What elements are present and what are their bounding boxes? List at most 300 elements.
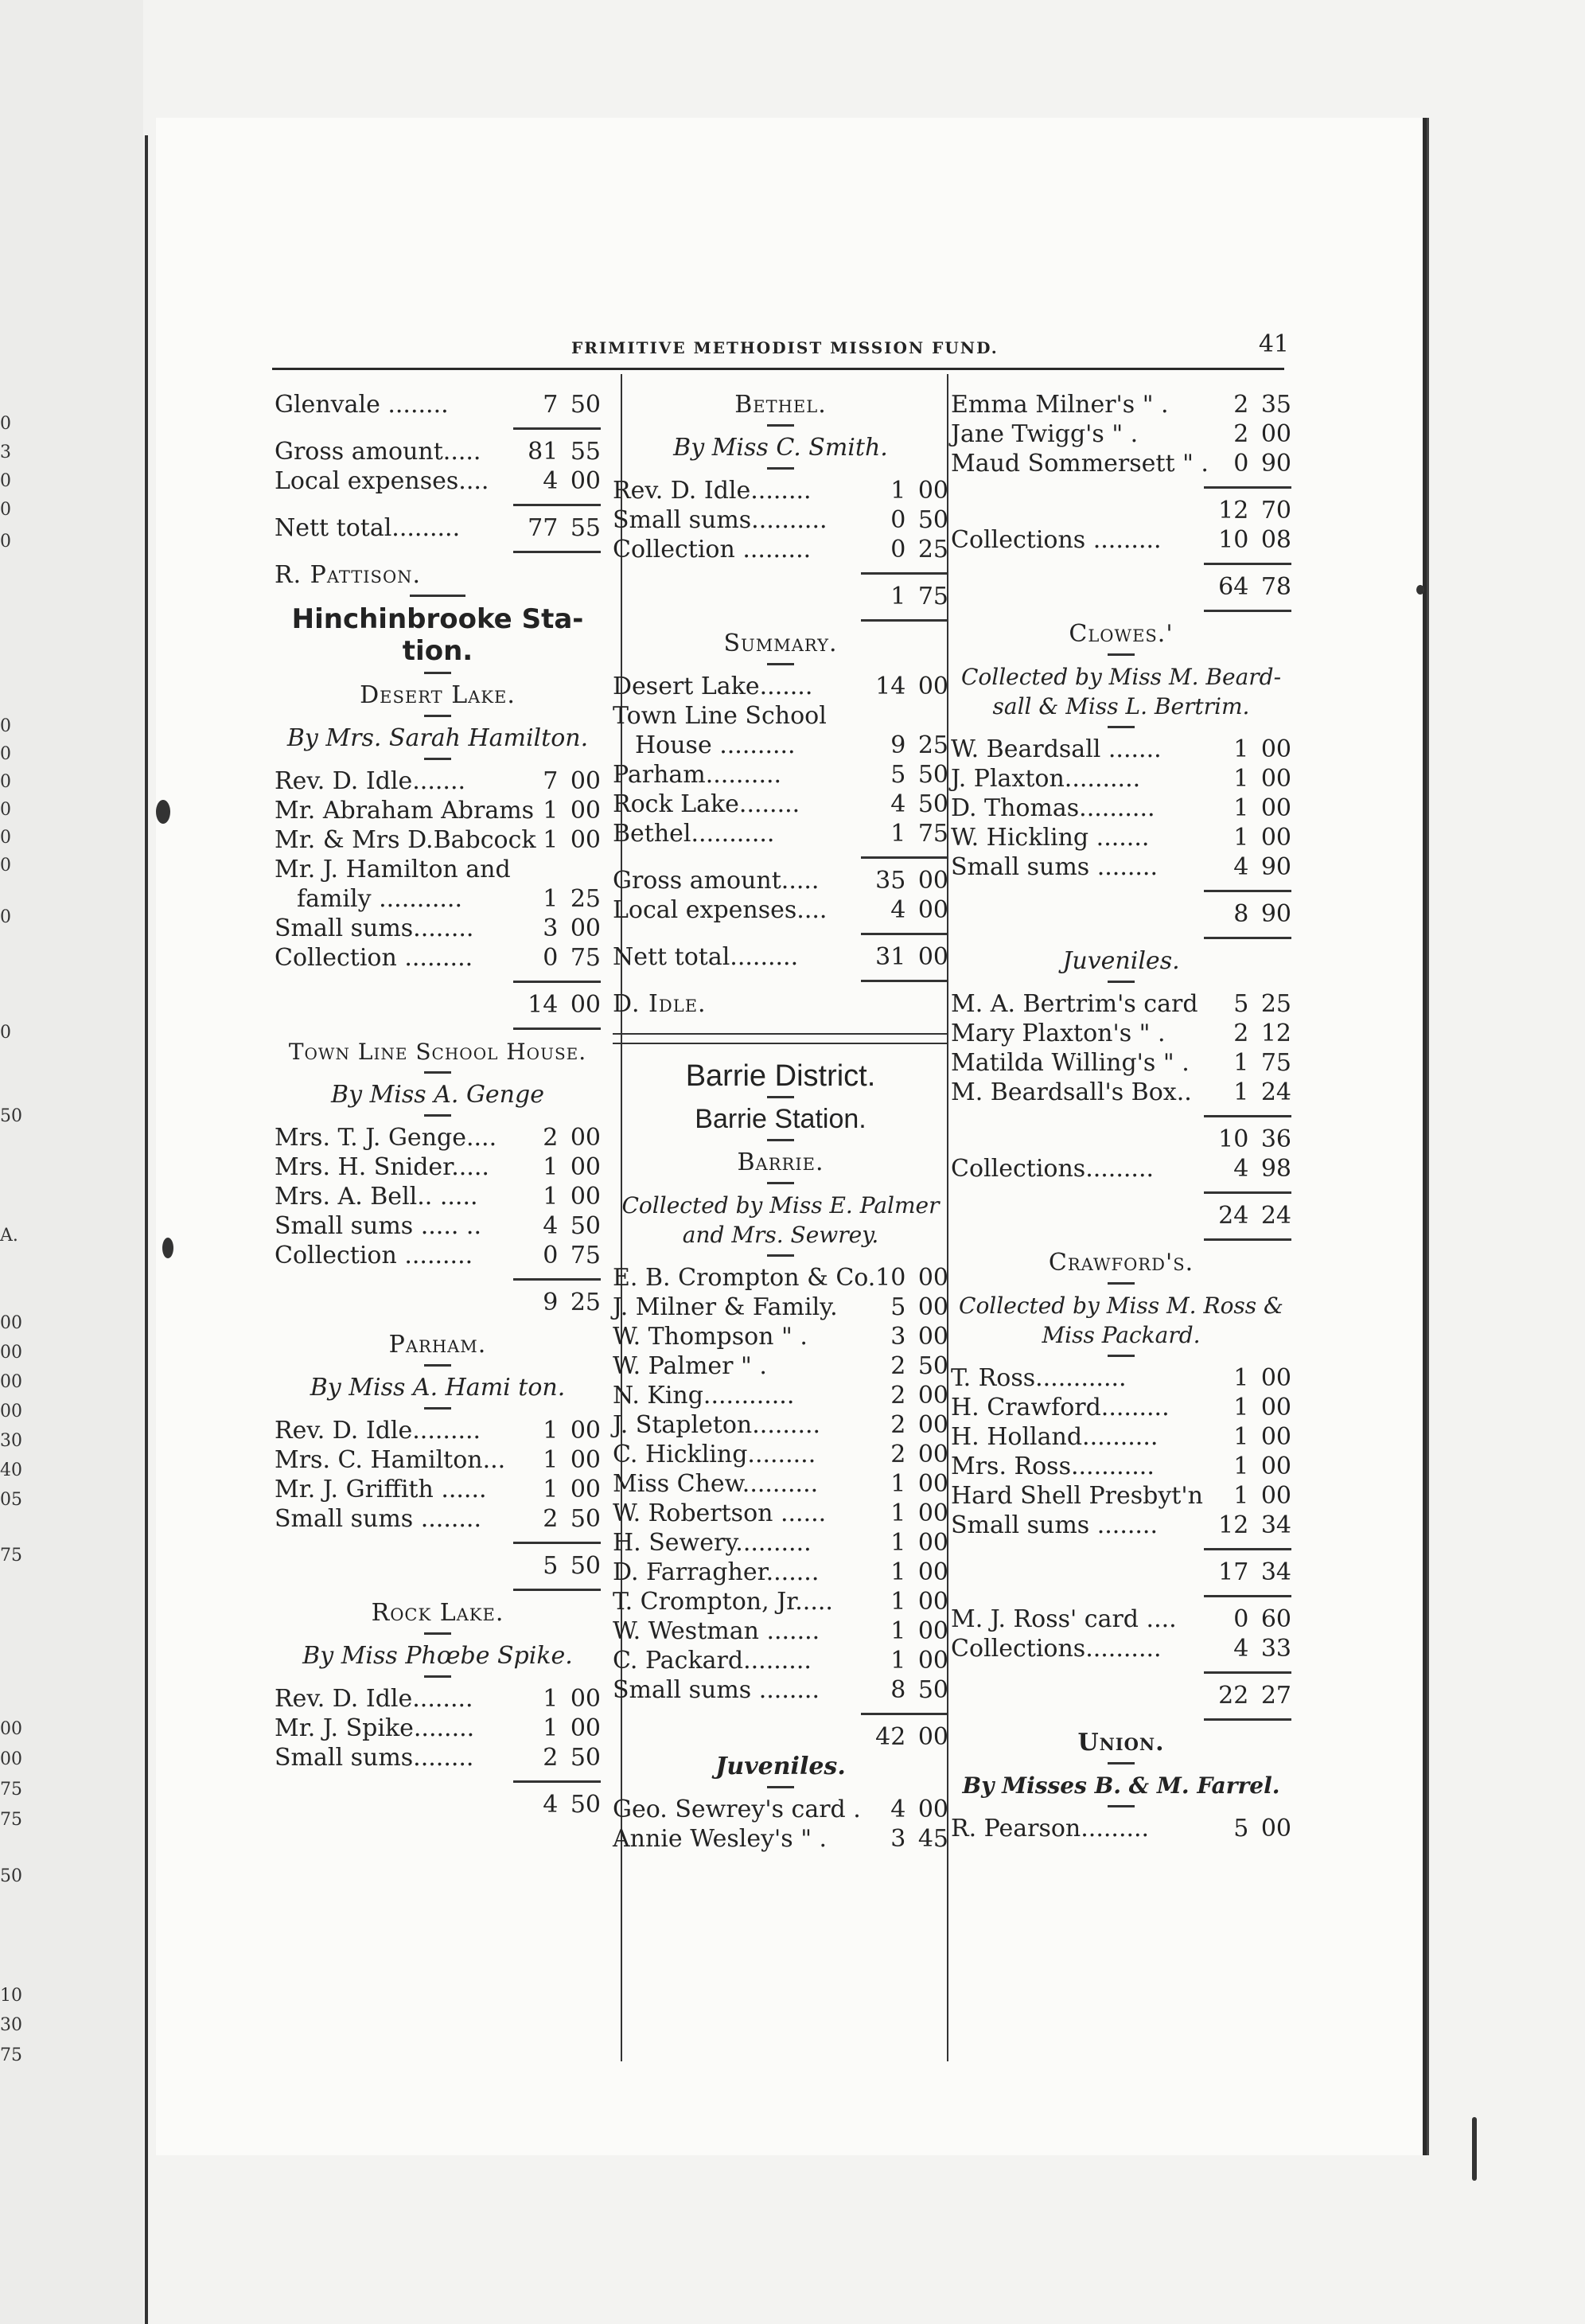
entry-label: Local expenses.... [613,896,828,924]
entry-amount: 77 55 [528,514,601,542]
entry-amount: 35 00 [875,867,948,895]
entry-row [951,1363,1291,1393]
entry-amount: 10 00 [875,1264,948,1292]
entry-row [275,513,601,543]
ink-mark [1472,2117,1477,2181]
total-row [275,1551,601,1581]
section-dash [767,1096,794,1098]
entry-amount: 1 00 [543,1476,601,1503]
section-heading: Union. [1077,1729,1165,1757]
entry-row [275,796,601,825]
entry-row [613,1646,948,1675]
section-dash [424,672,451,674]
sum-rule [613,848,948,866]
entry-row [275,1475,601,1504]
entry-row [951,823,1291,852]
section-dash [767,467,794,470]
fragment: 0 [0,471,11,491]
entry-row [275,943,601,973]
fragment: 40 [0,1460,22,1480]
facing-page-strip [0,0,143,2324]
total-row [951,1558,1291,1587]
section-heading: Crawford's. [1048,1249,1194,1277]
total-amount: 4 50 [543,1791,601,1819]
section-dash [424,1071,451,1074]
entry-amount: 1 00 [890,1617,948,1645]
entry-row [613,1616,948,1646]
entry-row [275,1743,601,1772]
fragment: 50 [0,1866,22,1886]
entry-row [613,1410,948,1440]
entry-amount: 1 00 [890,477,948,505]
entry-row [951,1393,1291,1422]
sum-rule [951,1663,1291,1681]
fragment: 75 [0,1780,22,1800]
entry-row [275,825,601,855]
entry-amount: 8 50 [890,1676,948,1704]
entry-row [613,1824,948,1854]
entry-amount: 5 50 [890,761,948,789]
entry-label: Small sums ........ [951,1511,1158,1539]
entry-amount: 1 00 [890,1470,948,1498]
entry-amount: 2 50 [543,1744,601,1772]
entry-label: Small sums ..... .. [275,1212,481,1240]
entry-row [951,1481,1291,1511]
total-row [951,899,1291,929]
entry-label: Gross amount..... [275,438,481,466]
entry-row [951,1634,1291,1663]
section-dash [1108,1282,1135,1285]
entry-amount: 1 00 [543,1714,601,1742]
fragment: 00 [0,1719,22,1739]
total-amount: 5 50 [543,1552,601,1580]
signer: D. Idle. [613,990,707,1018]
entry-label: Collections ......... [951,526,1162,554]
section-heading: Barrie. [737,1148,824,1176]
entry-label: Small sums........ [275,1744,474,1772]
entry-row [613,895,948,925]
section-dash [767,1139,794,1141]
entry-label: E. B. Crompton & Co. [613,1264,876,1292]
fragment: 30 [0,2015,22,2035]
entry-amount: 12 34 [1218,1511,1291,1539]
entry-row [275,1714,601,1743]
sum-rule [951,1230,1291,1248]
station-heading-cont: tion. [402,635,473,667]
entry-amount: 0 75 [543,944,601,972]
section-dash [1108,1805,1135,1807]
entry-row [275,1152,601,1182]
entry-amount: 7 50 [543,391,601,419]
section-dash [1108,1762,1135,1764]
sum-rule [275,1270,601,1288]
entry-amount: 4 00 [543,467,601,495]
entry-amount: 3 45 [890,1825,948,1853]
entry-label: Town Line School [613,702,827,730]
entry-label: J. Milner & Family. [613,1293,838,1321]
entry-amount: 2 12 [1233,1020,1291,1047]
entry-label: W. Palmer " . [613,1352,767,1380]
section-heading: Juveniles. [715,1753,846,1780]
fragment: 75 [0,1546,22,1566]
entry-label: Collections.......... [951,1635,1162,1663]
entry-label: D. Thomas.......... [951,794,1155,822]
entry-label: Rev. D. Idle......... [275,1417,481,1445]
fragment: 00 [0,1372,22,1392]
entry-row [613,1675,948,1705]
entry-row [613,866,948,895]
section-dash [424,1632,451,1635]
entry-amount: 2 00 [1233,420,1291,448]
sum-rule [951,602,1291,619]
entry-label: W. Westman ....... [613,1617,820,1645]
entry-label: Nett total......... [275,514,461,542]
fragment: 00 [0,1749,22,1769]
ink-blot [156,800,170,824]
sum-rule [613,972,948,989]
section-dash [767,1182,794,1184]
entry-label: Gross amount..... [613,867,820,895]
fragment: 0 [0,856,11,875]
entry-row [951,1814,1291,1843]
entry-label: House .......... [635,731,796,759]
entry-row [951,989,1291,1019]
sum-rule [951,478,1291,496]
entry-amount: 0 90 [1233,450,1291,478]
section-dash [1108,653,1135,656]
entry-row [613,1469,948,1499]
entry-row [613,1440,948,1469]
entry-label: Mrs. T. J. Genge.... [275,1124,497,1152]
collector-line: By Miss Phœbe Spike. [302,1642,573,1670]
entry-label: Hard Shell Presbyt'n [951,1482,1203,1510]
fragment: 00 [0,1402,22,1421]
section-dash [424,758,451,760]
section-heading: Summary. [723,630,838,657]
entry-label: H. Holland.......... [951,1423,1159,1451]
entry-label: Miss Chew.......... [613,1470,819,1498]
entry-label: Parham.......... [613,761,782,789]
entry-label: Matilda Willing's " . [951,1049,1190,1077]
collector-line: Collected by Miss M. Ross & [959,1293,1283,1319]
fragment: 10 [0,1986,22,2006]
total-amount: 64 78 [1218,573,1291,601]
total-amount: 10 36 [1218,1125,1291,1153]
sum-rule [951,1540,1291,1558]
entry-label: Bethel........... [613,820,775,848]
section-heading: Juveniles. [1062,947,1180,975]
entry-row [275,1241,601,1270]
entry-amount: 0 50 [890,506,948,534]
sum-rule [951,1183,1291,1201]
section-dash [424,1407,451,1410]
entry-amount: 1 00 [1233,1364,1291,1392]
entry-row [951,419,1291,449]
signer: R. Pattison. [275,561,422,589]
entry-amount: 31 00 [875,943,948,971]
entry-label: Rev. D. Idle....... [275,767,466,795]
running-title: FRIMITIVE METHODIST MISSION FUND. [571,338,999,357]
fragment: 0 [0,532,11,552]
entry-label: W. Hickling ....... [951,824,1150,852]
entry-row [613,672,948,701]
entry-row [613,819,948,848]
entry-row [275,1445,601,1475]
section-dash [767,1254,794,1257]
ink-blot [162,1238,173,1258]
entry-label: Collection ......... [613,536,812,563]
collector-line-cont: sall & Miss L. Bertrim. [992,693,1250,719]
entry-amount: 4 90 [1233,853,1291,881]
entry-row [613,1558,948,1587]
entry-amount: 1 00 [543,1183,601,1211]
entry-row [613,1263,948,1293]
total-row [951,1681,1291,1710]
sum-rule [613,611,948,629]
entry-amount: 81 55 [528,438,601,466]
header-rule [272,368,1284,370]
entry-amount: 1 00 [890,1588,948,1616]
entry-label: C. Hickling......... [613,1441,816,1468]
section-heading: Clowes.' [1069,620,1174,648]
entry-row [951,852,1291,882]
entry-amount: 1 75 [1233,1049,1291,1077]
ink-blot [1416,585,1424,595]
entry-row [613,476,948,505]
entry-row [613,1499,948,1528]
column-2 [613,390,948,1854]
entry-row [275,766,601,796]
entry-amount: 0 25 [890,536,948,563]
entry-row [951,1078,1291,1107]
entry-label: W. Beardsall ....... [951,735,1162,763]
fragment: A. [0,1226,18,1246]
entry-label: Rock Lake........ [613,790,800,818]
entry-row [613,760,948,790]
section-heading: Town Line School House. [288,1039,587,1065]
entry-label: J. Stapleton......... [613,1411,821,1439]
entry-label: Jane Twigg's " . [951,420,1139,448]
sum-rule [275,973,601,990]
entry-label: Mrs. H. Snider..... [275,1153,489,1181]
entry-row [951,735,1291,764]
entry-label: Mrs. C. Hamilton... [275,1446,506,1474]
section-heading: Rock Lake. [371,1599,504,1627]
collector-line: By Mrs. Sarah Hamilton. [286,724,589,752]
sum-rule [613,1705,948,1722]
entry-label: Mr. Abraham Abrams [275,797,535,825]
collector-line: Collected by Miss E. Palmer [621,1192,940,1219]
entry-row [275,884,601,914]
entry-amount: 3 00 [543,914,601,942]
entry-amount: 14 00 [875,673,948,700]
sum-rule [275,496,601,513]
fragment: 05 [0,1490,22,1510]
total-amount: 8 90 [1233,900,1291,928]
sum-rule [951,929,1291,946]
entry-row [275,1684,601,1714]
entry-label: T. Ross............ [951,1364,1127,1392]
entry-row [951,1019,1291,1048]
entry-row [951,1452,1291,1481]
entry-label: W. Thompson " . [613,1323,808,1351]
entry-label: J. Plaxton.......... [951,765,1141,793]
entry-label: W. Robertson ...... [613,1499,827,1527]
entry-row [951,1511,1291,1540]
entry-label: Local expenses.... [275,467,489,495]
collector-line: By Miss C. Smith. [673,434,888,462]
entry-label: M. J. Ross' card .... [951,1605,1177,1633]
entry-amount: 10 08 [1218,526,1291,554]
entry-label: Collection ......... [275,1242,473,1269]
entry-amount: 1 00 [1233,1452,1291,1480]
entry-amount: 1 00 [890,1499,948,1527]
entry-amount: 1 00 [1233,1482,1291,1510]
entry-amount: 2 00 [890,1441,948,1468]
entry-label: Mrs. Ross........... [951,1452,1155,1480]
entry-amount: 5 00 [1233,1815,1291,1842]
entry-amount: 5 00 [890,1293,948,1321]
entry-row [613,535,948,564]
fragment: 0 [0,907,11,927]
sum-rule [951,1710,1291,1728]
entry-label: Emma Milner's " . [951,391,1169,419]
fragment: 00 [0,1343,22,1363]
total-row [613,1722,948,1752]
section-dash [424,1114,451,1117]
sum-rule [275,1020,601,1037]
fragment: 75 [0,2045,22,2065]
fragment: 0 [0,716,11,736]
fragment: 50 [0,1106,22,1126]
sum-rule [275,1534,601,1551]
entry-row [275,437,601,466]
fragment: 75 [0,1810,22,1830]
fragment: 0 [0,744,11,764]
collector-line: By Miss A. Genge [331,1081,544,1109]
collector-line: Collected by Miss M. Beard- [960,664,1282,690]
entry-row [613,1381,948,1410]
section-dash [1108,981,1135,983]
entry-label: Small sums ........ [951,853,1158,881]
entry-row [613,790,948,819]
entry-amount: 4 50 [890,790,948,818]
entry-row [613,1322,948,1351]
total-amount: 9 25 [543,1289,601,1316]
total-row [275,1790,601,1819]
section-dash [410,595,465,597]
page-header [557,330,1289,362]
entry-amount: 1 00 [1233,1394,1291,1421]
entry-amount: 1 00 [543,1417,601,1445]
entry-label: C. Packard......... [613,1647,812,1675]
entry-amount: 1 00 [543,1153,601,1181]
entry-amount: 1 00 [1233,1423,1291,1451]
entry-row [275,914,601,943]
entry-label: Mr. J. Spike........ [275,1714,475,1742]
entry-label: Mrs. A. Bell.. ..... [275,1183,478,1211]
entry-label: Maud Sommersett " . [951,450,1209,478]
fragment: 0 [0,500,11,520]
entry-amount: 1 75 [890,820,948,848]
entry-amount: 1 00 [890,1529,948,1557]
entry-amount: 4 33 [1233,1635,1291,1663]
district-heading: Barrie District. [685,1059,876,1093]
total-amount: 42 00 [875,1723,948,1751]
entry-row [951,764,1291,794]
total-row [275,1288,601,1317]
sum-rule [275,1772,601,1790]
entry-row [613,1795,948,1824]
entry-row [613,1528,948,1558]
page-number: 41 [1258,330,1289,358]
total-amount: 24 24 [1218,1202,1291,1230]
entry-row [275,1123,601,1152]
sum-rule [275,419,601,437]
sum-rule [275,543,601,560]
fragment: 30 [0,1431,22,1451]
entry-label: family ........... [297,885,463,913]
entry-row [951,1048,1291,1078]
entry-label: Mr. J. Griffith ...... [275,1476,487,1503]
entry-amount: 1 00 [543,797,601,825]
section-dash [767,1786,794,1788]
sum-rule [613,925,948,942]
fragment: 00 [0,1313,22,1333]
sum-rule [613,564,948,582]
collector-line: By Misses B. & M. Farrel. [962,1772,1280,1799]
entry-row [951,794,1291,823]
entry-amount: 4 00 [890,1796,948,1823]
entry-row [613,701,948,731]
entry-amount: 2 50 [890,1352,948,1380]
entry-row [613,731,948,760]
entry-label: Rev. D. Idle........ [613,477,812,505]
entry-amount: 2 00 [890,1411,948,1439]
section-dash [424,1675,451,1678]
entry-label: Collections......... [951,1155,1155,1183]
column-3 [951,390,1291,1843]
section-heading: Bethel. [734,391,827,419]
collector-line: By Miss A. Hami ton. [310,1374,566,1402]
entry-amount: 2 35 [1233,391,1291,419]
entry-amount: 4 98 [1233,1155,1291,1183]
total-row [951,1201,1291,1230]
entry-amount: 1 00 [1233,765,1291,793]
entry-label: Annie Wesley's " . [613,1825,828,1853]
entry-row [951,1422,1291,1452]
entry-row [613,1293,948,1322]
entry-row [951,525,1291,555]
total-amount: 12 70 [1218,497,1291,524]
entry-label: R. Pearson......... [951,1815,1150,1842]
fragment: 0 [0,414,11,434]
entry-amount: 4 00 [890,896,948,924]
entry-label: M. A. Bertrim's card [951,990,1198,1018]
section-dash [1108,726,1135,728]
entry-amount: 1 00 [890,1558,948,1586]
section-dash [767,663,794,665]
total-row [275,990,601,1020]
entry-label: Small sums........ [275,914,474,942]
section-dash [424,1364,451,1367]
entry-label: D. Farragher....... [613,1558,820,1586]
entry-amount: 3 00 [890,1323,948,1351]
section-dash [424,715,451,717]
entry-amount: 5 25 [1233,990,1291,1018]
entry-label: Desert Lake....... [613,673,813,700]
entry-label: Small sums ........ [613,1676,820,1704]
